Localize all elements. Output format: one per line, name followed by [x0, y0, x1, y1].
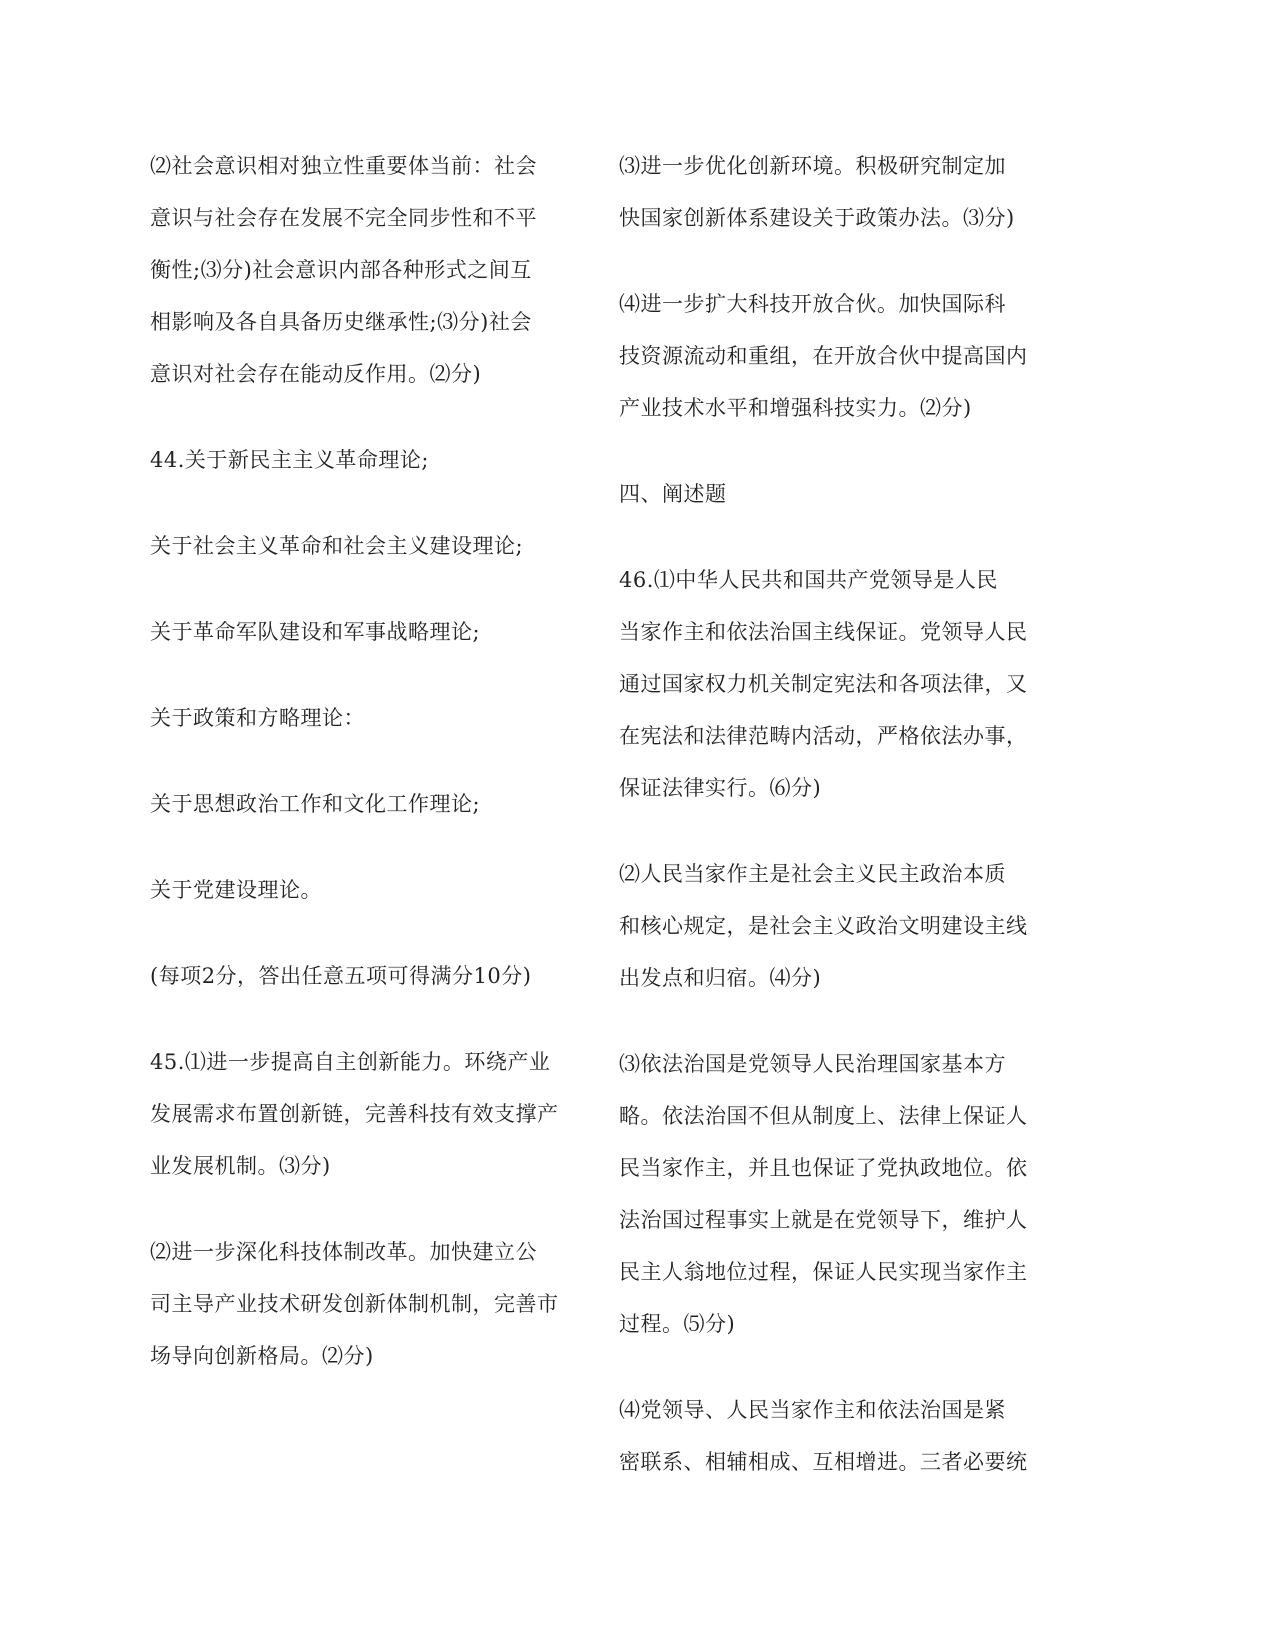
text-line: ⑷进一步扩大科技开放合伙。加快国际科: [619, 292, 1006, 316]
text-line: 当家作主和依法治国主线保证。党领导人民: [619, 620, 1028, 644]
text-line: 技资源流动和重组，在开放合伙中提高国内: [619, 344, 1028, 368]
paragraph: [150, 606, 580, 658]
text-line: 业发展机制。⑶分): [150, 1154, 331, 1178]
paragraph: [150, 140, 580, 400]
text-line: ⑷党领导、人民当家作主和依法治国是紧: [619, 1398, 1006, 1422]
text-line: 民主人翁地位过程，保证人民实现当家作主: [619, 1260, 1028, 1284]
text-line: 出发点和归宿。⑷分): [619, 966, 822, 990]
text-line: 四、阐述题: [619, 482, 727, 506]
text-line: 关于政策和方略理论：: [150, 706, 365, 730]
text-line: ⑵进一步深化科技体制改革。加快建立公: [150, 1240, 537, 1264]
text-line: 45.⑴进一步提高自主创新能力。环绕产业: [150, 1050, 551, 1074]
paragraph: [619, 278, 1049, 434]
text-line: ⑶进一步优化创新环境。积极研究制定加: [619, 154, 1006, 178]
paragraph: [150, 950, 580, 1002]
text-line: ⑵社会意识相对独立性重要体当前：社会: [150, 154, 537, 178]
paragraph: [619, 468, 1049, 520]
text-line: 快国家创新体系建设关于政策办法。⑶分): [619, 206, 1015, 230]
text-line: 法治国过程事实上就是在党领导下，维护人: [619, 1208, 1028, 1232]
text-line: 衡性;⑶分)社会意识内部各种形式之间互: [150, 258, 532, 282]
text-line: 意识与社会存在发展不完全同步性和不平: [150, 206, 537, 230]
text-line: 司主导产业技术研发创新体制机制，完善市: [150, 1292, 559, 1316]
text-line: 和核心规定，是社会主义政治文明建设主线: [619, 914, 1028, 938]
text-line: 发展需求布置创新链，完善科技有效支撑产: [150, 1102, 559, 1126]
paragraph: [150, 434, 580, 486]
paragraph: [150, 1036, 580, 1192]
text-line: 密联系、相辅相成、互相增进。三者必要统: [619, 1450, 1028, 1474]
paragraph: [150, 778, 580, 830]
text-line: 46.⑴中华人民共和国共产党领导是人民: [619, 568, 998, 592]
text-line: 民当家作主，并且也保证了党执政地位。依: [619, 1156, 1028, 1180]
text-line: 略。依法治国不但从制度上、法律上保证人: [619, 1104, 1028, 1128]
text-line: 关于社会主义革命和社会主义建设理论;: [150, 534, 524, 558]
paragraph: [150, 1226, 580, 1382]
right-column: [619, 140, 1049, 1522]
paragraph: [619, 1038, 1049, 1350]
text-line: 关于思想政治工作和文化工作理论;: [150, 792, 481, 816]
text-line: (每项2分，答出任意五项可得满分10分): [150, 964, 532, 988]
text-line: 关于党建设理论。: [150, 878, 322, 902]
text-line: 保证法律实行。⑹分): [619, 776, 822, 800]
text-line: 场导向创新格局。⑵分): [150, 1344, 374, 1368]
paragraph: [150, 864, 580, 916]
text-line: 在宪法和法律范畴内活动，严格依法办事，: [619, 724, 1028, 748]
text-line: 产业技术水平和增强科技实力。⑵分): [619, 396, 972, 420]
paragraph: [619, 848, 1049, 1004]
text-line: 相影响及各自具备历史继承性;⑶分)社会: [150, 310, 532, 334]
left-column: [150, 140, 580, 1416]
paragraph: [150, 692, 580, 744]
paragraph: [619, 554, 1049, 814]
text-line: ⑵人民当家作主是社会主义民主政治本质: [619, 862, 1006, 886]
text-line: 过程。⑸分): [619, 1312, 736, 1336]
text-line: 意识对社会存在能动反作用。⑵分): [150, 362, 482, 386]
text-line: 关于革命军队建设和军事战略理论;: [150, 620, 481, 644]
text-line: 通过国家权力机关制定宪法和各项法律，又: [619, 672, 1028, 696]
paragraph: [619, 140, 1049, 244]
paragraph: [150, 520, 580, 572]
text-line: ⑶依法治国是党领导人民治理国家基本方: [619, 1052, 1006, 1076]
paragraph: [619, 1384, 1049, 1488]
text-line: 44.关于新民主主义革命理论;: [150, 448, 429, 472]
